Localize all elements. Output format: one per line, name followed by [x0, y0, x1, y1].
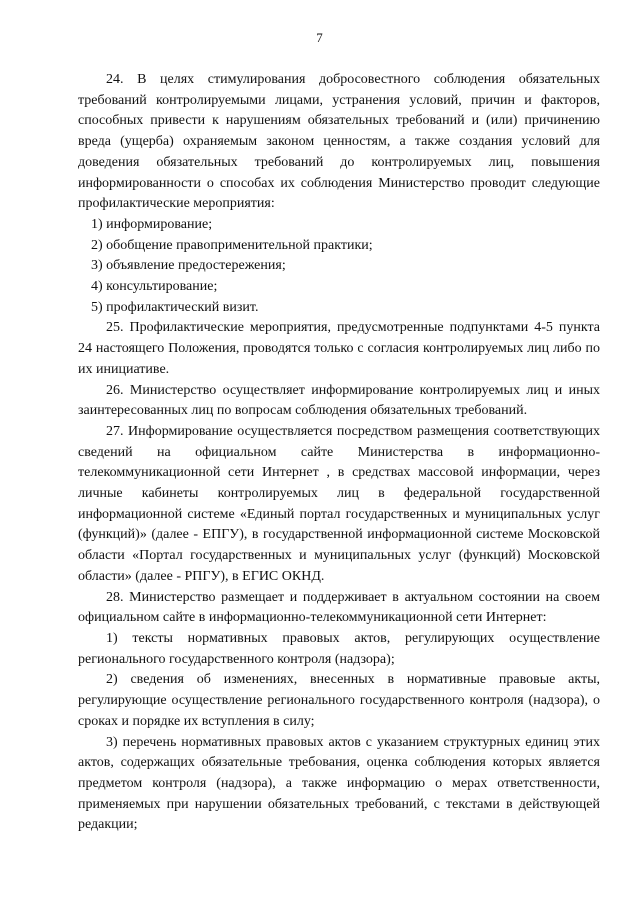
paragraph: 27. Информирование осуществляется посредством размещения соответствующих сведений на официальном сайте Министерства в информационно-телекоммуникационной сети Интернет , в средствах массовой информации, через личные кабинеты контролируемых лиц в федеральной государственной информационной системе «Единый портал государственных и муниципальных услуг (функций)» (далее - ЕПГУ), в государственной информационной системе Московской области «Портал государственных и муниципальных услуг (функций) Московской области» (далее - РПГУ), в ЕГИС ОКНД. [78, 423, 600, 584]
page-number: 7 [316, 30, 323, 45]
paragraph: 24. В целях стимулирования добросовестного соблюдения обязательных требований контролируемыми лицами, устранения условий, причин и факторов, способных привести к нарушениям обязательных требований и (или) причинению вреда (ущерба) охраняемым законом ценностям, а также создания условий для доведения обязательных требований до контролируемых лиц, повышения информированности о способах их соблюдения Министерство проводит следующие профилактические мероприятия: [78, 72, 600, 212]
document-body [78, 70, 600, 836]
list-item: 2) обобщение правоприменительной практики; [91, 237, 373, 253]
list-item: 3) объявление предостережения; [91, 258, 286, 274]
list-item: 4) консультирование; [91, 279, 218, 295]
paragraph: 28. Министерство размещает и поддерживает в актуальном состоянии на своем официальном сайте в информационно-телекоммуникационной сети Интернет: [78, 589, 600, 626]
paragraph: 1) тексты нормативных правовых актов, регулирующих осуществление регионального государственного контроля (надзора); [78, 630, 600, 667]
paragraph: 25. Профилактические мероприятия, предусмотренные подпунктами 4-5 пункта 24 настоящего Положения, проводятся только с согласия контролируемых лиц либо по их инициативе. [78, 320, 600, 377]
paragraph: 3) перечень нормативных правовых актов с указанием структурных единиц этих актов, содержащих обязательные требования, оценка соблюдения которых является предметом контроля (надзора), а также информацию о мерах ответственности, применяемых при нарушении обязательных требований, с текстами в действующей редакции; [78, 734, 600, 833]
list-item: 1) информирование; [91, 216, 213, 232]
paragraph: 2) сведения об изменениях, внесенных в нормативные правовые акты, регулирующие осуществление регионального государственного контроля (надзора), о сроках и порядке их вступления в силу; [78, 672, 600, 729]
list-item: 5) профилактический визит. [91, 299, 259, 315]
paragraph: 26. Министерство осуществляет информирование контролируемых лиц и иных заинтересованных лиц по вопросам соблюдения обязательных требований. [78, 382, 600, 419]
